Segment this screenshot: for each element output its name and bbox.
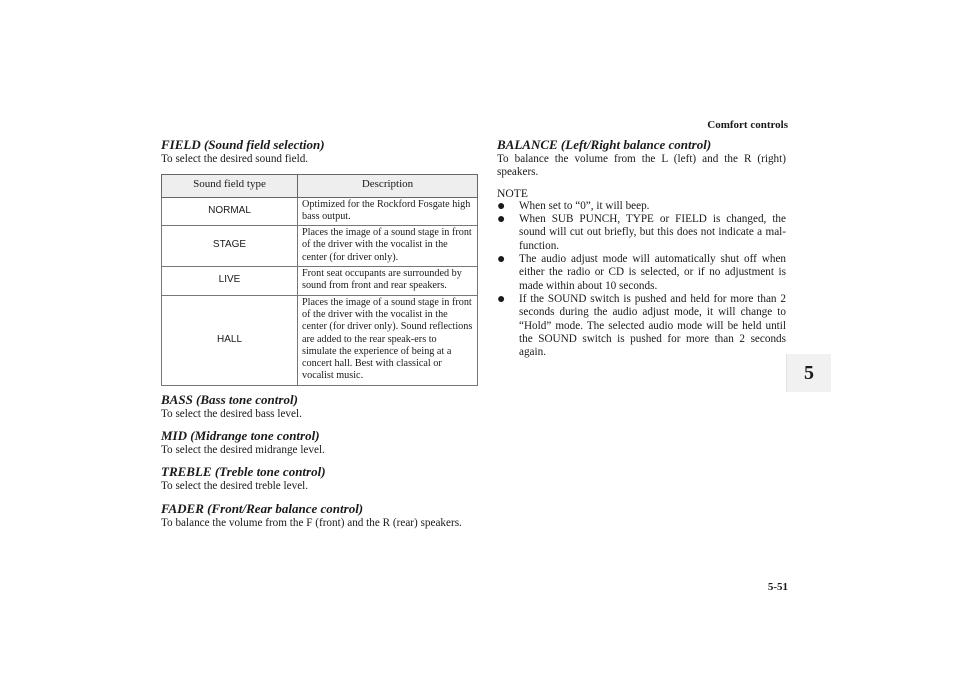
note-text: If the SOUND switch is pushed and held for more than 2 seconds during the audio adjust mode, it will change to “Hold” mode. The selected audio mode will be held until the SOUND switch is pushed for more than 2 seconds again. [519,292,786,359]
sound-field-type: HALL [162,295,298,385]
bullet-icon: ● [497,252,506,268]
table-row [162,295,478,385]
table-row [162,197,478,226]
fader-text: To balance the volume from the F (front) and the R (rear) speakers. [161,516,462,529]
column-header-description: Description [298,175,478,197]
list-item [497,213,786,253]
table-row [162,226,478,267]
note-text: When SUB PUNCH, TYPE or FIELD is changed, the sound will cut out briefly, but this does not indicate a mal-function. [519,213,786,252]
bullet-icon: ● [497,198,506,214]
column-header-type: Sound field type [162,175,298,197]
bullet-icon: ● [497,291,506,307]
sound-field-table [161,174,478,385]
table-header-row [162,175,478,197]
field-heading: FIELD (Sound field selection) [161,137,325,152]
balance-heading: BALANCE (Left/Right balance control) [497,137,712,152]
bass-heading: BASS (Bass tone control) [161,391,298,407]
right-column [497,137,786,359]
sound-field-type: LIVE [162,267,298,296]
table-row [162,267,478,296]
field-text: To select the desired sound field. [161,153,309,165]
page-number: 5-51 [767,581,788,593]
mid-text: To select the desired midrange level. [161,444,325,457]
mid-heading: MID (Midrange tone control) [161,428,320,444]
running-header: Comfort controls [707,119,788,131]
chapter-tab: 5 [786,354,831,392]
left-column [161,137,478,537]
bass-text: To select the desired bass level. [161,407,302,420]
sound-field-description: Front seat occupants are surrounded by sound from front and rear speakers. [298,267,478,296]
note-list [497,200,786,360]
list-item [497,253,786,293]
list-item [497,200,786,213]
bullet-icon: ● [497,212,506,228]
sound-field-type: STAGE [162,226,298,267]
note-label: NOTE [497,186,528,200]
sound-field-description: Optimized for the Rockford Fosgate high bass output. [298,197,478,226]
note-text: When set to “0”, it will beep. [519,199,650,212]
sound-field-description: Places the image of a sound stage in front of the driver with the vocalist in the center (for driver only). Sound reflections are added to the rear speak-ers to simulate the experience of being at a concert hall. Best with classical or vocalist music. [298,295,478,385]
sound-field-description: Places the image of a sound stage in front of the driver with the vocalist in the center (for driver only). [298,226,478,267]
fader-heading: FADER (Front/Rear balance control) [161,500,364,516]
note-text: The audio adjust mode will automatically shut off when either the radio or CD is selected, or if no adjustment is made within about 10 seconds. [519,253,786,292]
sound-field-type: NORMAL [162,197,298,226]
treble-text: To select the desired treble level. [161,480,309,493]
balance-text: To balance the volume from the L (left) and the R (right) speakers. [497,153,786,179]
treble-heading: TREBLE (Treble tone control) [161,464,326,480]
list-item [497,293,786,359]
